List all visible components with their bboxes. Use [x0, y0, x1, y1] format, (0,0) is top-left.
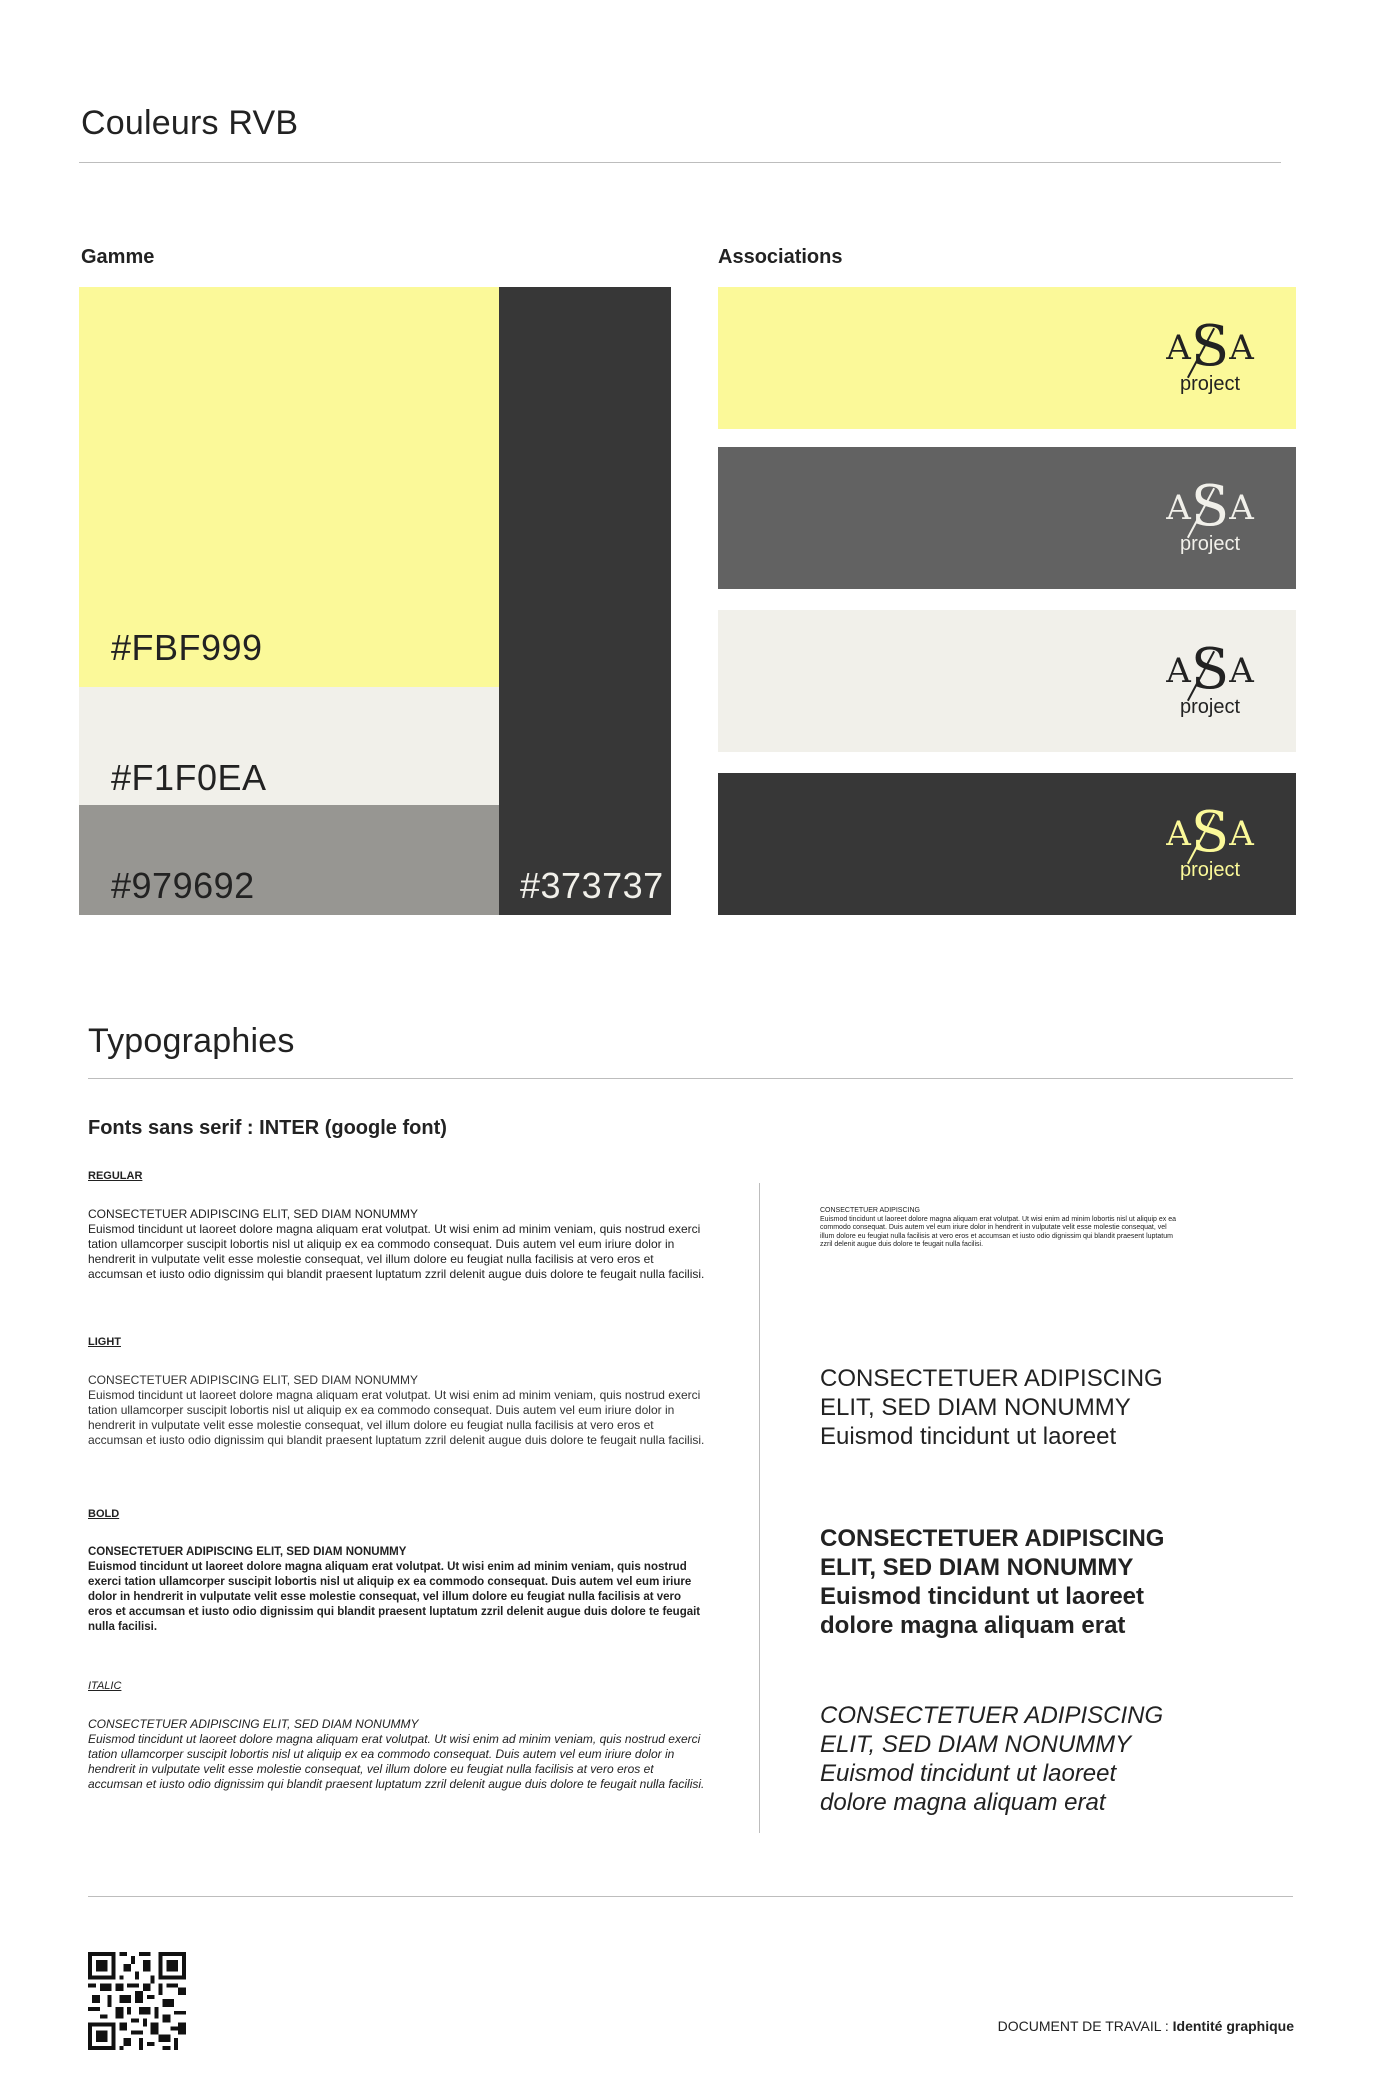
- big-sample-bold: CONSECTETUER ADIPISCING ELIT, SED DIAM NONUMMY Euismod tincidunt ut laoreet dolore magna aliquam erat: [820, 1525, 1165, 1639]
- typography-section-divider: [88, 1078, 1293, 1079]
- association-darkgray: [718, 447, 1296, 589]
- asa-project-logo: ASA project: [1166, 800, 1254, 881]
- footer-divider: [88, 1896, 1293, 1897]
- style-sample-bold: CONSECTETUER ADIPISCING ELIT, SED DIAM NONUMMY Euismod tincidunt ut laoreet dolore magna aliquam erat volutpat. Ut wisi enim ad minim veniam, quis nostrud exerci tation ullamcorper suscipit lobortis nisl ut aliquip ex ea commodo consequat. Duis autem vel eum iriure dolor in hendrerit in vulputate velit esse molestie consequat, vel illum dolore eu feugiat nulla facilisis at vero eros et accumsan et iusto odio dignissim qui blandit praesent luptatum zzril delenit augue duis dolore te feugait nulla facilisi.: [88, 1546, 701, 1633]
- association-yellow: [718, 287, 1296, 429]
- associations-label: Associations: [718, 246, 843, 268]
- association-charcoal: [718, 773, 1296, 915]
- qr-code-icon: [88, 1952, 186, 2050]
- swatch-yellow: [79, 287, 499, 687]
- tiny-sample: CONSECTETUER ADIPISCING Euismod tincidunt ut laoreet dolore magna aliquam erat volutpat. Ut wisi enim ad minim lobortis nisl ut aliquip ex ea commodo consequat. Duis autem vel eum iriure dolor in hendrerit in vulputate velit esse molestie consequat, vel illum dolore eu feugiat nulla facilisis at vero eros et accumsan et iusto odio dignissim qui blandit praesent luptatum zzril delenit augue duis dolore te feugait nulla facilisi.: [820, 1207, 1177, 1248]
- colors-section-title: Couleurs RVB: [81, 104, 299, 142]
- swatch-gray-hex: #979692: [111, 865, 255, 906]
- swatch-charcoal: [499, 287, 671, 915]
- footer-title: Identité graphique: [1172, 2018, 1294, 2034]
- footer-caption: DOCUMENT DE TRAVAIL : Identité graphique: [997, 2018, 1294, 2034]
- big-sample-light: CONSECTETUER ADIPISCING ELIT, SED DIAM NONUMMY Euismod tincidunt ut laoreet: [820, 1365, 1163, 1450]
- style-label-bold: BOLD: [88, 1508, 120, 1520]
- swatch-offwhite: [79, 687, 499, 805]
- typography-section-title: Typographies: [88, 1022, 295, 1060]
- style-sample-light: CONSECTETUER ADIPISCING ELIT, SED DIAM NONUMMY Euismod tincidunt ut laoreet dolore magna aliquam erat volutpat. Ut wisi enim ad minim veniam, quis nostrud exerci tation ullamcorper suscipit lobortis nisl ut aliquip ex ea commodo consequat. Duis autem vel eum iriure dolor in hendrerit in vulputate velit esse molestie consequat, vel illum dolore eu feugiat nulla facilisis at vero eros et accumsan et iusto odio dignissim qui blandit praesent luptatum zzril delenit augue duis dolore te feugait nulla facilisi.: [88, 1373, 705, 1447]
- style-label-regular: REGULAR: [88, 1170, 143, 1182]
- style-sample-regular: CONSECTETUER ADIPISCING ELIT, SED DIAM NONUMMY Euismod tincidunt ut laoreet dolore magna aliquam erat volutpat. Ut wisi enim ad minim veniam, quis nostrud exerci tation ullamcorper suscipit lobortis nisl ut aliquip ex ea commodo consequat. Duis autem vel eum iriure dolor in hendrerit in vulputate velit esse molestie consequat, vel illum dolore eu feugiat nulla facilisis at vero eros et accumsan et iusto odio dignissim qui blandit praesent luptatum zzril delenit augue duis dolore te feugait nulla facilisi.: [88, 1207, 705, 1281]
- big-sample-italic: CONSECTETUER ADIPISCING ELIT, SED DIAM NONUMMY Euismod tincidunt ut laoreet dolore magna aliquam erat: [820, 1702, 1164, 1816]
- asa-project-logo: ASA project: [1166, 637, 1254, 718]
- column-divider: [759, 1183, 760, 1833]
- style-label-italic: ITALIC: [88, 1680, 122, 1692]
- colors-section-divider: [79, 162, 1281, 163]
- gamme-label: Gamme: [81, 246, 155, 268]
- swatch-gray: [79, 805, 499, 915]
- swatch-offwhite-hex: #F1F0EA: [111, 757, 267, 798]
- swatch-charcoal-hex: #373737: [520, 865, 664, 906]
- asa-project-logo: ASA project: [1166, 314, 1254, 395]
- association-offwhite: [718, 610, 1296, 752]
- swatch-yellow-hex: #FBF999: [111, 627, 263, 668]
- fonts-line: Fonts sans serif : INTER (google font): [88, 1117, 447, 1139]
- asa-project-logo: ASA project: [1166, 474, 1254, 555]
- style-label-light: LIGHT: [88, 1336, 121, 1348]
- style-sample-italic: CONSECTETUER ADIPISCING ELIT, SED DIAM NONUMMY Euismod tincidunt ut laoreet dolore magna aliquam erat volutpat. Ut wisi enim ad minim veniam, quis nostrud exerci tation ullamcorper suscipit lobortis nisl ut aliquip ex ea commodo consequat. Duis autem vel eum iriure dolor in hendrerit in vulputate velit esse molestie consequat, vel illum dolore eu feugiat nulla facilisis at vero eros et accumsan et iusto odio dignissim qui blandit praesent luptatum zzril delenit augue duis dolore te feugait nulla facilisi.: [88, 1717, 705, 1791]
